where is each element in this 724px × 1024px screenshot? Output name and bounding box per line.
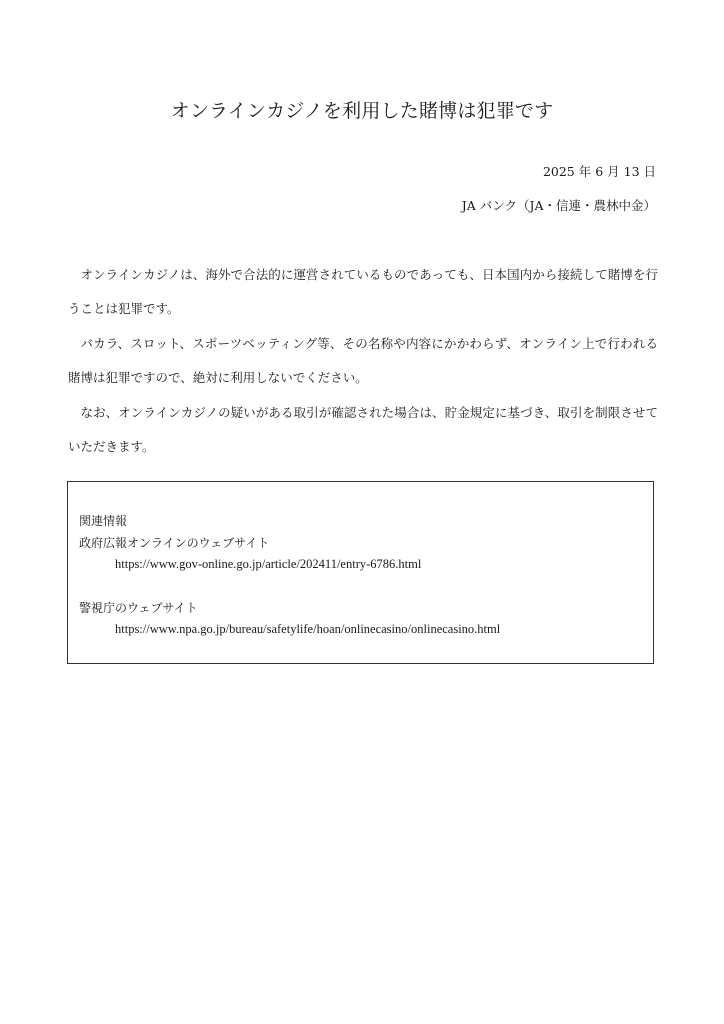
related-info-heading: 関連情報	[79, 514, 128, 528]
body-paragraph: なお、オンラインカジノの疑いがある取引が確認された場合は、貯金規定に基づき、取引を制限させていただきます。	[68, 405, 658, 454]
npa-link[interactable]: https://www.npa.go.jp/bureau/safetylife/hoan/onlinecasino/onlinecasino.html	[115, 622, 501, 636]
related-info-box	[67, 481, 654, 664]
body-paragraph: バカラ、スロット、スポーツベッティング等、その名称や内容にかかわらず、オンライン上で行われる賭博は犯罪ですので、絶対に利用しないでください。	[68, 336, 658, 385]
page-title: オンラインカジノを利用した賭博は犯罪です	[170, 100, 554, 122]
npa-label: 警視庁のウェブサイト	[79, 601, 198, 615]
body-paragraph: オンラインカジノは、海外で合法的に運営されているものであっても、日本国内から接続して賭博を行うことは犯罪です。	[68, 267, 658, 316]
notice-body	[68, 258, 658, 465]
notice-date: 2025 年 6 月 13 日	[542, 164, 656, 179]
gov-online-label: 政府広報オンラインのウェブサイト	[79, 536, 270, 550]
issuer-name: JA バンク（JA・信連・農林中金）	[461, 198, 656, 213]
gov-online-link[interactable]: https://www.gov-online.go.jp/article/202411/entry-6786.html	[115, 557, 422, 571]
